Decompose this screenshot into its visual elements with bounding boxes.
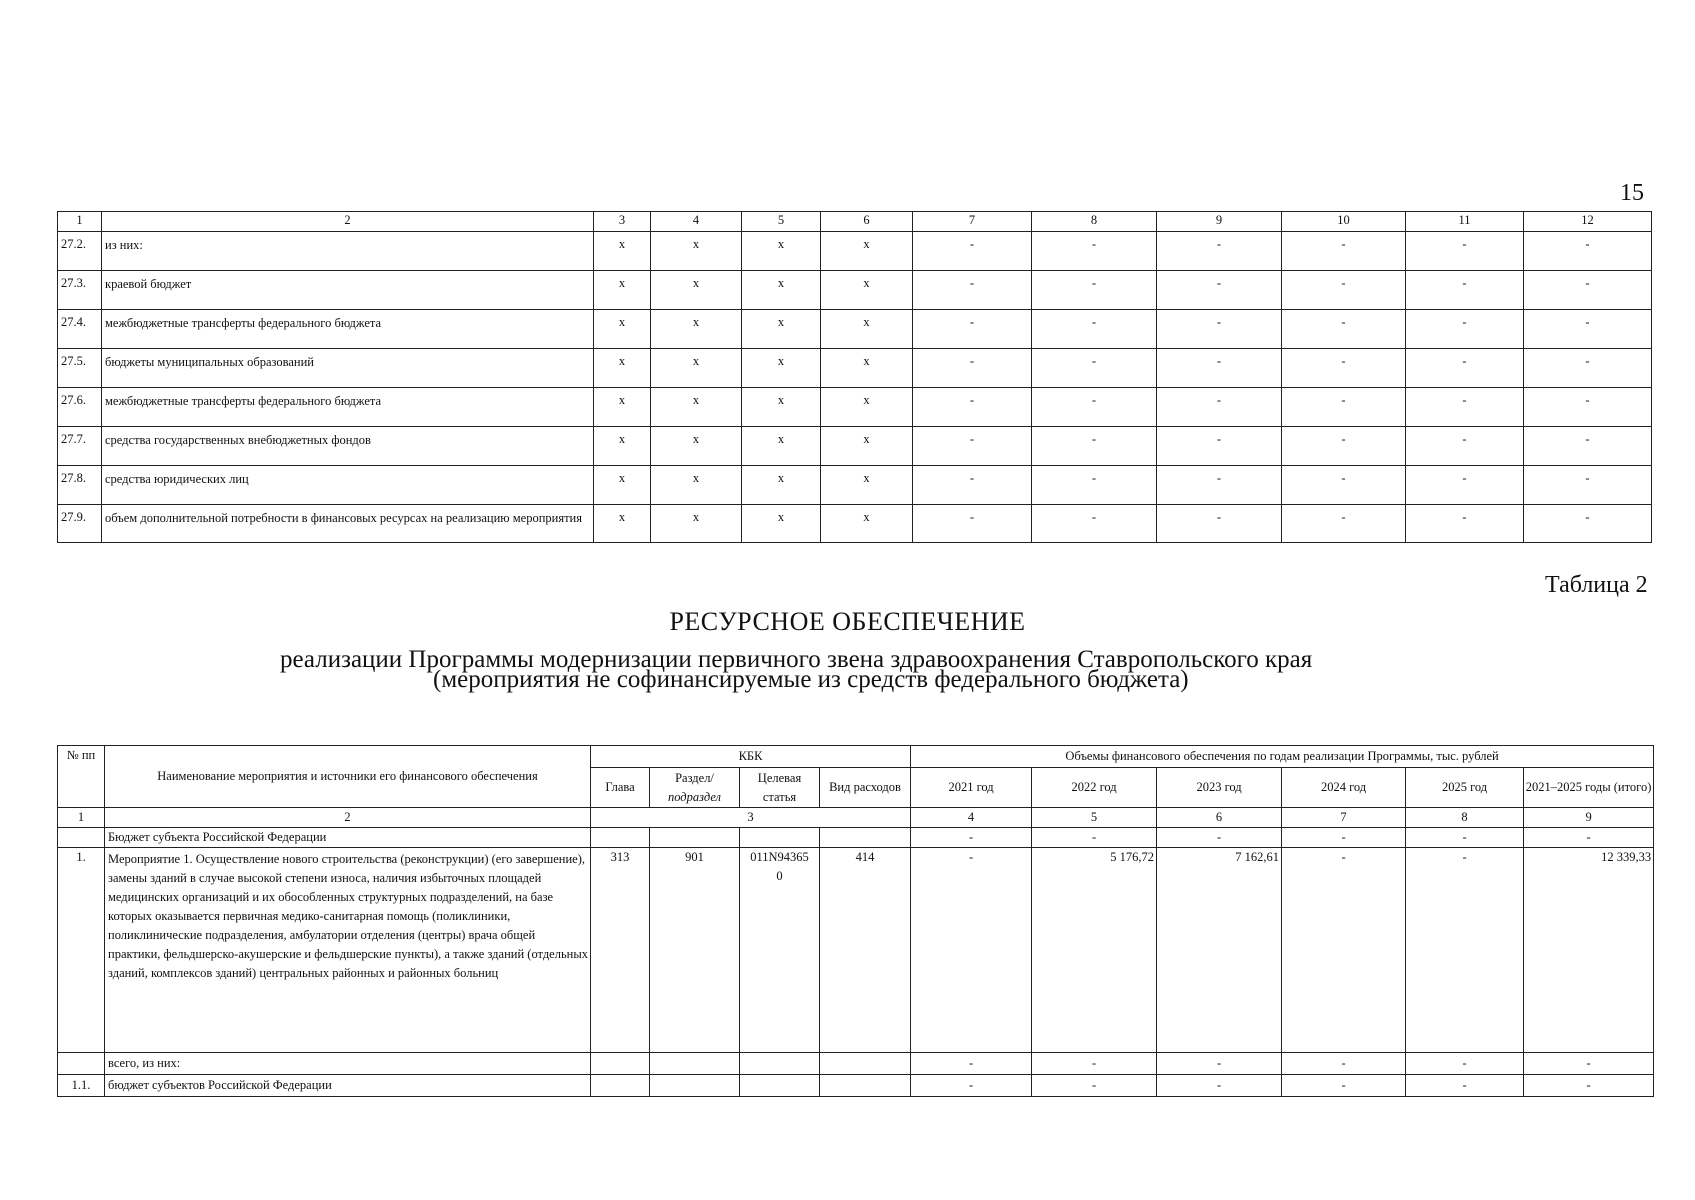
header-cell: 2 [102,212,594,232]
index-cell: 7 [1282,808,1406,828]
row-cell: - [1406,466,1524,505]
value-cell: - [1032,1053,1157,1075]
value-cell: - [1282,1053,1406,1075]
value-cell: - [1524,1053,1654,1075]
index-cell: 1 [58,808,105,828]
row-cell: - [1282,310,1406,349]
row-cell: x [742,427,821,466]
row-cell: - [1157,388,1282,427]
document-title: РЕСУРСНОЕ ОБЕСПЕЧЕНИЕ [669,607,1026,636]
value-cell: - [1406,828,1524,848]
row-cell: - [1032,349,1157,388]
row-cell: - [913,388,1032,427]
kbk-vid: 414 [820,848,911,1053]
row-cell: - [1524,427,1652,466]
table-row [58,310,1652,349]
row-cell: x [651,466,742,505]
row-num: 27.2. [58,232,102,271]
row-cell: - [1282,349,1406,388]
row-cell: - [1157,427,1282,466]
header-kbk: КБК [591,746,911,768]
row-cell: - [1282,388,1406,427]
row-cell: - [1157,466,1282,505]
table-row [58,505,1652,543]
row-cell: x [594,232,651,271]
row-cell: x [651,232,742,271]
row-cell: - [913,505,1032,543]
empty-cell [591,828,650,848]
row-num: 27.9. [58,505,102,543]
index-cell: 8 [1406,808,1524,828]
header-year: 2023 год [1157,768,1282,808]
empty-cell [591,1075,650,1097]
row-cell: - [1157,505,1282,543]
value-cell: 12 339,33 [1524,848,1654,1053]
row-cell: x [821,505,913,543]
table-row [58,388,1652,427]
row-cell: x [821,466,913,505]
row-cell: x [651,427,742,466]
header-cell: 8 [1032,212,1157,232]
empty-cell [740,1053,820,1075]
empty-cell [650,1053,740,1075]
header-year: 2021 год [911,768,1032,808]
header-podrazdel-line: подраздел [667,789,722,804]
index-cell: 4 [911,808,1032,828]
row-cell: - [1032,310,1157,349]
row-cell: x [651,271,742,310]
document-subtitle-note: (мероприятия не софинансируемые из средств федерального бюджета) [433,666,1189,693]
table-row [58,232,1652,271]
row-name: межбюджетные трансферты федерального бюджета [102,388,594,427]
index-cell: 5 [1032,808,1157,828]
document-subtitle: реализации Программы модернизации первичного звена здравоохранения Ставропольского края [280,646,1313,673]
value-cell: - [1032,1075,1157,1097]
row-cell: - [913,349,1032,388]
row-cell: x [594,310,651,349]
row-cell: - [1524,505,1652,543]
value-cell: - [1282,848,1406,1053]
empty-cell [740,1075,820,1097]
row-cell: x [651,388,742,427]
empty-cell [820,828,911,848]
kbk-celevaya-line: 011N94365 [750,850,809,864]
value-cell: - [911,828,1032,848]
value-cell: - [1157,828,1282,848]
row-name: бюджет субъектов Российской Федерации [105,1075,591,1097]
value-cell: - [911,1053,1032,1075]
table-row [58,848,1654,1053]
row-cell: x [821,427,913,466]
resource-table [57,745,1654,1097]
header-num: № пп [58,746,105,808]
row-cell: x [742,388,821,427]
row-cell: - [1524,232,1652,271]
empty-cell [740,828,820,848]
header-cell: 12 [1524,212,1652,232]
row-cell: - [913,310,1032,349]
row-cell: - [1032,232,1157,271]
value-cell: - [1524,828,1654,848]
continuation-table [57,211,1652,543]
header-row-1 [58,746,1654,768]
row-cell: - [1406,232,1524,271]
header-cell: 10 [1282,212,1406,232]
row-num: 27.7. [58,427,102,466]
header-cell: 11 [1406,212,1524,232]
row-num: 1.1. [58,1075,105,1097]
row-cell: x [651,505,742,543]
empty-cell [650,1075,740,1097]
table-row [58,1075,1654,1097]
table-row [58,427,1652,466]
header-cell: 9 [1157,212,1282,232]
row-name: краевой бюджет [102,271,594,310]
index-cell: 3 [591,808,911,828]
row-cell: - [1157,271,1282,310]
row-cell: x [594,427,651,466]
row-cell: x [594,271,651,310]
row-num: 27.8. [58,466,102,505]
value-cell: - [1157,1075,1282,1097]
row-cell: - [1282,427,1406,466]
value-cell: 5 176,72 [1032,848,1157,1053]
row-num: 27.5. [58,349,102,388]
row-cell: - [1406,310,1524,349]
row-cell: - [913,232,1032,271]
row-cell: - [1524,271,1652,310]
header-volumes: Объемы финансового обеспечения по годам реализации Программы, тыс. рублей [911,746,1654,768]
header-year: 2024 год [1282,768,1406,808]
row-num: 27.6. [58,388,102,427]
value-cell: - [1282,1075,1406,1097]
row-cell: - [913,271,1032,310]
row-cell: - [1282,466,1406,505]
row-name: средства государственных внебюджетных фондов [102,427,594,466]
table-caption: Таблица 2 [1545,572,1648,598]
row-cell: x [594,466,651,505]
index-cell: 6 [1157,808,1282,828]
row-cell: x [742,310,821,349]
empty-cell [650,828,740,848]
row-name: средства юридических лиц [102,466,594,505]
row-cell: - [1157,232,1282,271]
row-cell: - [1032,388,1157,427]
row-name: всего, из них: [105,1053,591,1075]
header-cell: 4 [651,212,742,232]
value-cell: - [1406,848,1524,1053]
index-cell: 2 [105,808,591,828]
row-cell: - [1282,232,1406,271]
row-cell: - [913,466,1032,505]
table-row [58,1053,1654,1075]
row-num [58,828,105,848]
row-cell: - [1406,388,1524,427]
row-cell: x [821,232,913,271]
row-cell: x [742,349,821,388]
table-header-row [58,212,1652,232]
row-cell: - [1282,271,1406,310]
row-cell: - [1524,388,1652,427]
row-name: бюджеты муниципальных образований [102,349,594,388]
row-num: 27.4. [58,310,102,349]
row-cell: x [594,505,651,543]
index-row [58,808,1654,828]
row-name: объем дополнительной потребности в финансовых ресурсах на реализацию мероприятия [102,505,594,543]
empty-cell [591,1053,650,1075]
row-name: Бюджет субъекта Российской Федерации [105,828,591,848]
header-razdel [650,768,740,808]
header-year: 2022 год [1032,768,1157,808]
table-row [58,828,1654,848]
table-row [58,271,1652,310]
row-cell: - [1406,349,1524,388]
empty-cell [820,1075,911,1097]
header-cell: 6 [821,212,913,232]
row-cell: x [821,349,913,388]
header-razdel-line: Раздел/ [675,770,714,785]
row-cell: - [1157,349,1282,388]
row-cell: x [742,466,821,505]
row-cell: x [821,388,913,427]
table-row [58,466,1652,505]
value-cell: - [1406,1075,1524,1097]
value-cell: - [1406,1053,1524,1075]
row-cell: - [1406,505,1524,543]
header-vid: Вид расходов [820,768,911,808]
header-cell: 1 [58,212,102,232]
value-cell: - [911,848,1032,1053]
page-number: 15 [1620,180,1644,206]
row-cell: - [1032,427,1157,466]
row-cell: x [594,388,651,427]
kbk-celevaya-line: 0 [776,869,783,883]
header-name: Наименование мероприятия и источники его финансового обеспечения [105,746,591,808]
value-cell: - [1524,1075,1654,1097]
row-cell: - [1406,427,1524,466]
row-num: 1. [58,848,105,1053]
header-glava: Глава [591,768,650,808]
header-cell: 3 [594,212,651,232]
header-year-total: 2021–2025 годы (итого) [1524,768,1654,808]
row-cell: x [821,310,913,349]
value-cell: - [1157,1053,1282,1075]
row-cell: - [1524,349,1652,388]
header-cell: 7 [913,212,1032,232]
empty-cell [820,1053,911,1075]
row-cell: - [1524,466,1652,505]
row-cell: - [1524,310,1652,349]
row-cell: - [1157,310,1282,349]
kbk-celevaya [740,848,820,1053]
index-cell: 9 [1524,808,1654,828]
header-cell: 5 [742,212,821,232]
header-celevaya: Целевая статья [740,768,820,808]
row-cell: x [742,271,821,310]
row-num [58,1053,105,1075]
row-name: межбюджетные трансферты федерального бюджета [102,310,594,349]
value-cell: - [1032,828,1157,848]
row-cell: - [1032,271,1157,310]
row-cell: x [594,349,651,388]
header-year: 2025 год [1406,768,1524,808]
kbk-glava: 313 [591,848,650,1053]
row-name: из них: [102,232,594,271]
row-cell: x [651,310,742,349]
table-row [58,349,1652,388]
row-cell: - [913,427,1032,466]
row-cell: - [1282,505,1406,543]
row-cell: x [742,505,821,543]
value-cell: 7 162,61 [1157,848,1282,1053]
row-cell: - [1406,271,1524,310]
row-cell: x [651,349,742,388]
row-num: 27.3. [58,271,102,310]
value-cell: - [1282,828,1406,848]
kbk-razdel: 901 [650,848,740,1053]
row-cell: - [1032,505,1157,543]
row-cell: x [742,232,821,271]
row-cell: x [821,271,913,310]
value-cell: - [911,1075,1032,1097]
row-name: Мероприятие 1. Осуществление нового строительства (реконструкции) (его завершение), замены зданий в случае высокой степени износа, наличия избыточных площадей медицинских организаций и их обособленных структурных подразделений, на базе которых оказывается первичная медико-санитарная помощь (поликлиники, поликлинические подразделения, амбулатории отделения (центры) врача общей практики, фельдшерско-акушерские и фельдшерские пункты), а также зданий (отдельных зданий, комплексов зданий) центральных районных и районных больниц [105,848,591,1053]
row-cell: - [1032,466,1157,505]
